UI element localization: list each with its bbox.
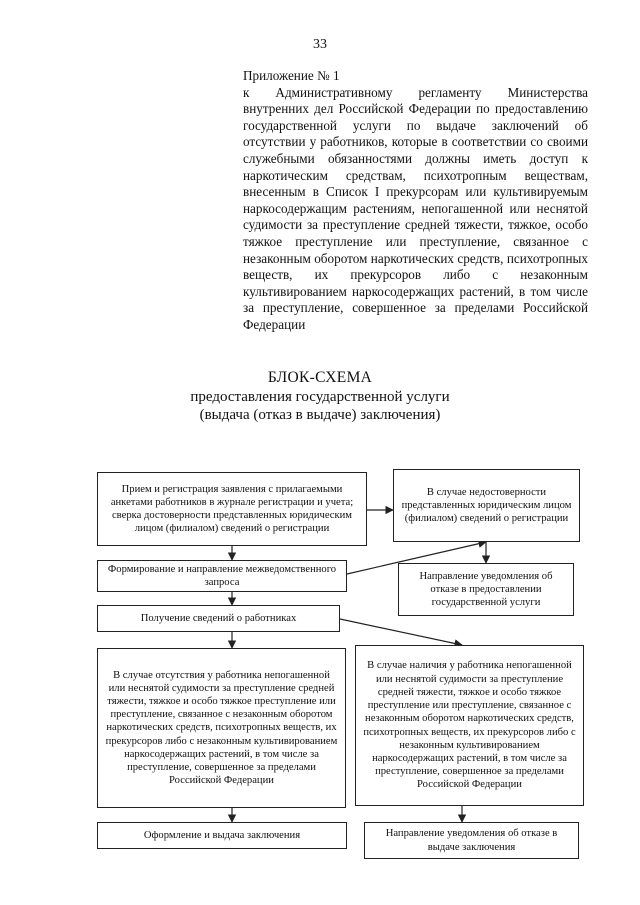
issue-conclusion-box [97, 822, 347, 849]
has-record-box [355, 645, 584, 806]
reception-box [97, 472, 367, 546]
appendix-text: к Административному регламенту Министерства внутренних дел Российской Федерации по предоставлению государственной услуги по выдаче заключений об отсутствии у работников, которые в соответствии со своими служебными обязанностями должны иметь доступ к наркотическим средствам, психотропным веществам, внесенным в Список I прекурсорам или культивируемым наркосодержащим растениям, непогашенной или неснятой судимости за преступление средней тяжести, тяжкое, особо тяжкое преступление или преступление, связанное с незаконным оборотом наркотических средств, психотропных веществ, их прекурсоров либо с незаконным культивированием наркосодержащих растений, в том числе за преступление, совершенное за пределами Российской Федерации [243, 84, 588, 332]
interagency-request-box [97, 560, 347, 592]
conclusion-refusal-text: Направление уведомления об отказе в выдаче заключения [385, 828, 558, 853]
page-number: 33 [313, 37, 327, 52]
unreliable-info-text: В случае недостоверности представленных юридическим лицом (филиалом) сведений о регистрации [401, 486, 572, 525]
refusal-notice-text: Направление уведомления об отказе в предоставлении государственной услуги [419, 570, 553, 609]
has-record-text: В случае наличия у работника непогашенной или неснятой судимости за преступление средней тяжести, тяжкое и особо тяжкое преступление или преступление, связанное с незаконным оборотом наркотических средств, психотропных веществ, их прекурсоров либо с незаконным культивированием наркосодержащих растений, в том числе за преступление, совершенное за пределами Российской Федерации [363, 660, 576, 791]
issue-conclusion-text: Оформление и выдача заключения [143, 829, 301, 841]
arrow-receive-to-has-record [340, 619, 462, 645]
no-record-box [97, 648, 346, 808]
reception-text: Прием и регистрация заявления с прилагаемыми анкетами работников в журнале регистрации и учета; сверка достоверности представленных юридическим лицом (филиалом) сведений о регистрации [110, 483, 354, 535]
scheme-subtitle-line1: предоставления государственной услуги [190, 389, 450, 405]
appendix-title: Приложение № 1 [243, 68, 340, 83]
appendix-header [243, 68, 588, 334]
receive-info-box [97, 605, 340, 632]
unreliable-info-box [393, 469, 580, 542]
no-record-text: В случае отсутствия у работника непогашенной или неснятой судимости за преступление средней тяжести, тяжкое и особо тяжкое преступление или преступление, связанное с незаконным оборотом наркотических средств, психотропных веществ, их прекурсоров либо с незаконным культивированием наркосодержащих растений, в том числе за преступление, совершенное за пределами Российской Федерации [105, 669, 338, 787]
refusal-notice-box [398, 563, 574, 616]
receive-info-text: Получение сведений о работниках [140, 612, 297, 624]
scheme-title: БЛОК-СХЕМА [267, 369, 373, 386]
interagency-request-text: Формирование и направление межведомственного запроса [107, 563, 337, 588]
scheme-subtitle-line2: (выдача (отказ в выдаче) заключения) [199, 407, 441, 423]
conclusion-refusal-box [364, 822, 579, 859]
